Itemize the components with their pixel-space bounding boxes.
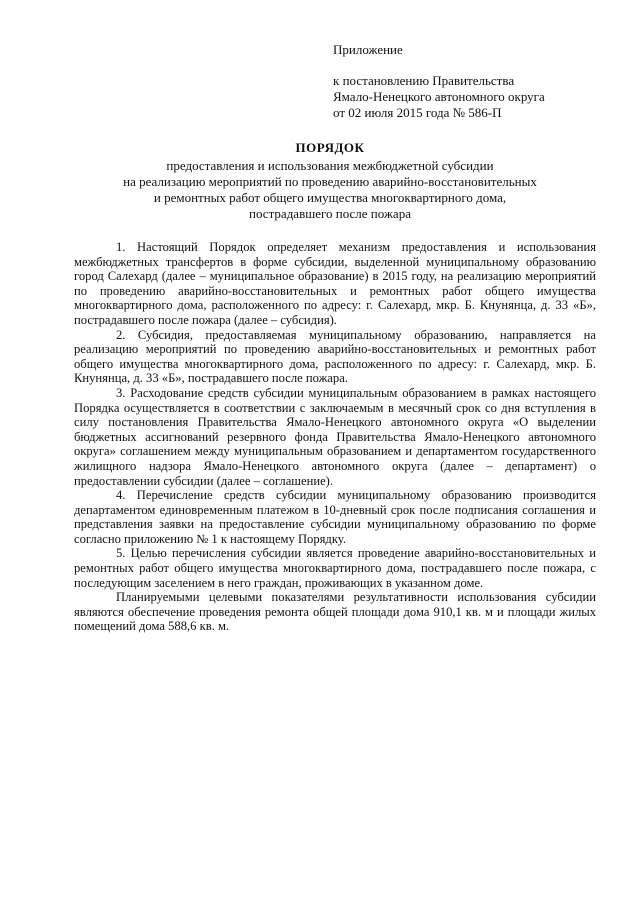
appendix-line-decree: к постановлению Правительства <box>333 73 515 88</box>
paragraph-2: 2. Субсидия, предоставляемая муниципальному образованию, направляется на реализацию мероприятий по проведению аварийно-восстановительных и ремонтных работ общего имущества многоквартирного дома, расположенного по адресу: г. Салехард, мкр. Б. Кнунянца, д. 33 «Б», пострадавшего после пожара. <box>74 327 596 386</box>
appendix-block <box>333 42 613 121</box>
document-subtitle-line-1: предоставления и использования межбюджетной субсидии <box>166 158 494 173</box>
paragraph-1: 1. Настоящий Порядок определяет механизм предоставления и использования межбюджетных трансфертов в форме субсидии, выделенной муниципальному образованию город Салехард (далее – муниципальное образование) в 2015 году, на реализацию мероприятий по проведению аварийно-восстановительных и ремонтных работ общего имущества многоквартирного дома, расположенного по адресу: г. Салехард, мкр. Б. Кнунянца, д. 33 «Б», пострадавшего после пожара (далее – субсидия). <box>74 240 596 327</box>
document-subtitle-line-4: пострадавшего после пожара <box>249 206 411 221</box>
appendix-title: Приложение <box>333 42 403 57</box>
paragraph-5: 5. Целью перечисления субсидии является проведение аварийно-восстановительных и ремонтных работ общего имущества многоквартирного дома, пострадавшего после пожара, с последующим заселением в него граждан, проживающих в указанном доме. <box>74 546 596 590</box>
paragraph-3: 3. Расходование средств субсидии муниципальным образованием в рамках настоящего Порядка осуществляется в соответствии с заключаемым в месячный срок со дня вступления в силу постановления Правительства Ямало-Ненецкого автономного округа «О выделении бюджетных ассигнований резервного фонда Правительства Ямало-Ненецкого автономного округа» соглашением между муниципальным образованием и департаментом государственного жилищного надзора Ямало-Ненецкого автономного округа (далее – департамент) о предоставлении субсидии (далее – соглашение). <box>74 385 596 488</box>
document-heading <box>60 140 600 222</box>
appendix-line-region: Ямало-Ненецкого автономного округа <box>333 89 545 104</box>
appendix-line-date: от 02 июля 2015 года № 586-П <box>333 105 502 120</box>
paragraph-4: 4. Перечисление средств субсидии муниципальному образованию производится департаментом единовременным платежом в 10-дневный срок после подписания соглашения и представления заявки на предоставление субсидии муниципальному образованию по форме согласно приложению № 1 к настоящему Порядку. <box>74 488 596 546</box>
document-subtitle-line-3: и ремонтных работ общего имущества многоквартирного дома, <box>153 190 507 205</box>
document-subtitle-line-2: на реализацию мероприятий по проведению аварийно-восстановительных <box>123 174 537 189</box>
paragraph-targets: Планируемыми целевыми показателями результативности использования субсидии являются обеспечение проведения ремонта общей площади дома 910,1 кв. м и площади жилых помещений дома 588,6 кв. м. <box>74 590 596 634</box>
document-title: ПОРЯДОК <box>295 140 365 155</box>
document-body <box>74 240 596 634</box>
